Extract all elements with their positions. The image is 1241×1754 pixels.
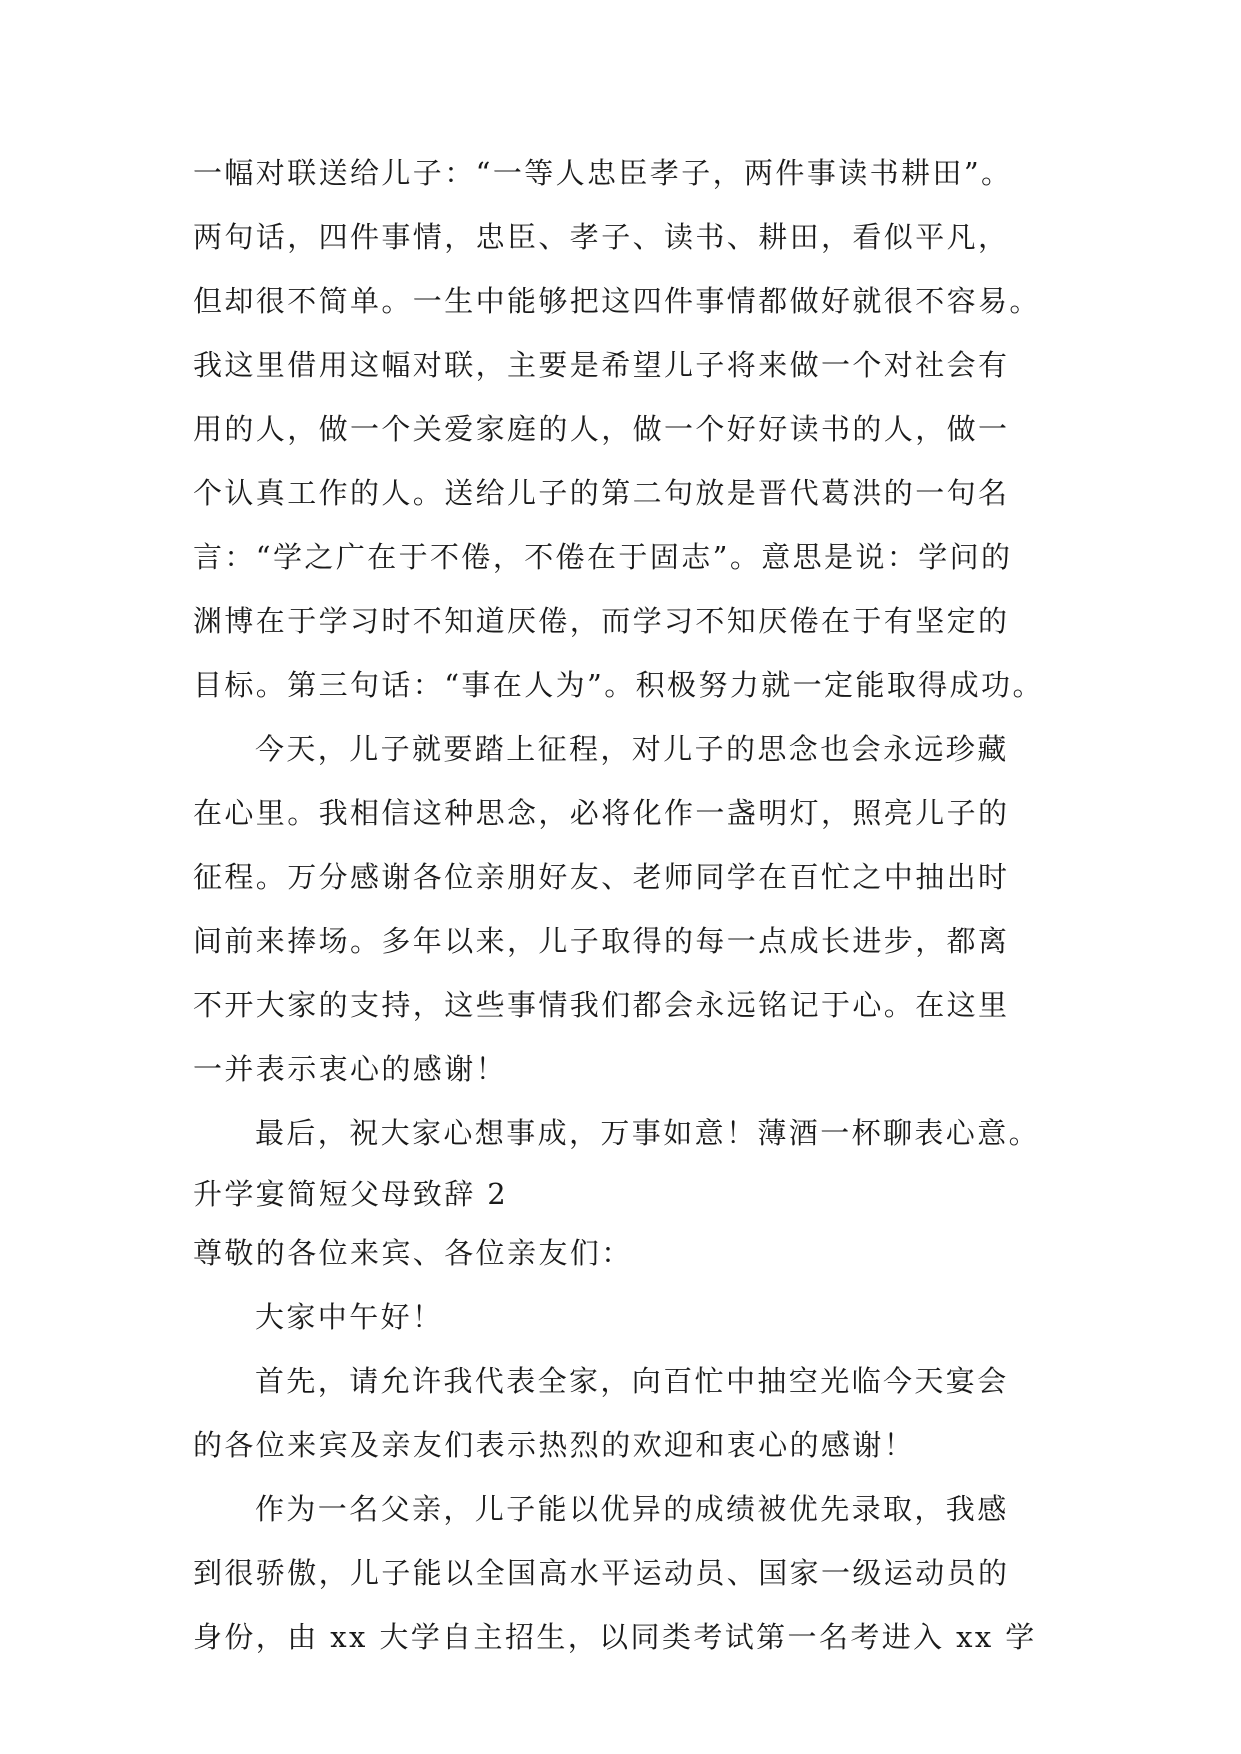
paragraph-line: 两句话，四件事情，忠臣、孝子、读书、耕田，看似平凡，	[193, 220, 1010, 254]
paragraph-line: 我这里借用这幅对联，主要是希望儿子将来做一个对社会有	[193, 348, 1010, 382]
salutation: 尊敬的各位来宾、各位亲友们：	[193, 1236, 633, 1270]
paragraph-line: 的各位来宾及亲友们表示热烈的欢迎和衷心的感谢！	[193, 1428, 916, 1462]
paragraph-line: 身份，由 xx 大学自主招生，以同类考试第一名考进入 xx 学	[193, 1620, 1037, 1654]
paragraph-line: 一幅对联送给儿子：“一等人忠臣孝子，两件事读书耕田”。	[193, 156, 1013, 190]
paragraph-line: 用的人，做一个关爱家庭的人，做一个好好读书的人，做一	[193, 412, 1010, 446]
paragraph-line: 一并表示衷心的感谢！	[193, 1052, 508, 1086]
paragraph-line: 但却很不简单。一生中能够把这四件事情都做好就很不容易。	[193, 284, 1041, 318]
paragraph-line: 目标。第三句话：“事在人为”。积极努力就一定能取得成功。	[193, 668, 1044, 702]
paragraph-line: 今天，儿子就要踏上征程，对儿子的思念也会永远珍藏	[255, 732, 1009, 766]
paragraph-line: 在心里。我相信这种思念，必将化作一盏明灯，照亮儿子的	[193, 796, 1010, 830]
paragraph-line: 间前来捧场。多年以来，儿子取得的每一点成长进步，都离	[193, 924, 1010, 958]
paragraph-line: 言：“学之广在于不倦，不倦在于固志”。意思是说：学问的	[193, 540, 1013, 574]
section-heading: 升学宴简短父母致辞 2	[193, 1177, 509, 1211]
paragraph-line: 首先，请允许我代表全家，向百忙中抽空光临今天宴会	[255, 1364, 1009, 1398]
paragraph-line: 征程。万分感谢各位亲朋好友、老师同学在百忙之中抽出时	[193, 860, 1010, 894]
paragraph-line: 个认真工作的人。送给儿子的第二句放是晋代葛洪的一句名	[193, 476, 1010, 510]
paragraph-line: 最后，祝大家心想事成，万事如意！薄酒一杯聊表心意。	[255, 1116, 1041, 1150]
paragraph-line: 渊博在于学习时不知道厌倦，而学习不知厌倦在于有坚定的	[193, 604, 1010, 638]
paragraph-line: 到很骄傲，儿子能以全国高水平运动员、国家一级运动员的	[193, 1556, 1010, 1590]
paragraph-line: 作为一名父亲，儿子能以优异的成绩被优先录取，我感	[255, 1492, 1009, 1526]
greeting: 大家中午好！	[255, 1300, 444, 1334]
paragraph-line: 不开大家的支持，这些事情我们都会永远铭记于心。在这里	[193, 988, 1010, 1022]
